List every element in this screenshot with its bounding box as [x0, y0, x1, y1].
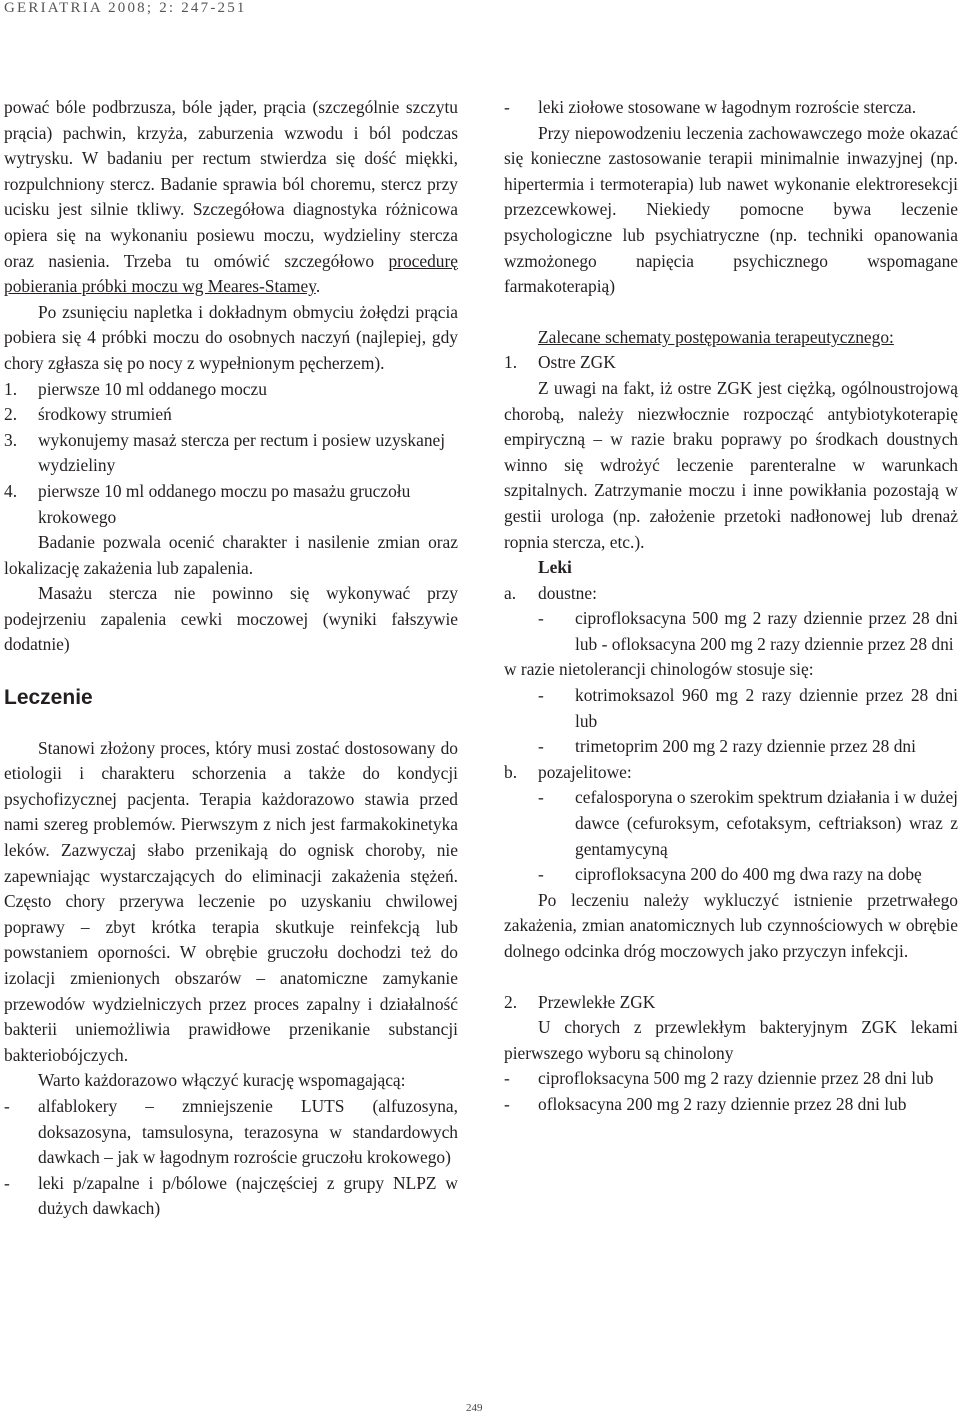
- dash-marker: -: [4, 1095, 10, 1116]
- list-marker: 2.: [504, 991, 518, 1012]
- list-text: środkowy strumień: [38, 404, 172, 425]
- dash-marker: -: [538, 608, 544, 629]
- drugs-heading: Leki: [538, 557, 572, 578]
- dash-marker: -: [4, 1172, 10, 1193]
- subsection-chronic: [504, 990, 958, 1016]
- list-item: [4, 402, 458, 428]
- paragraph-acute: Z uwagi na fakt, iż ostre ZGK jest ciężką, ogólnoustrojową chorobą, należy niezwłocznie rozpocząć antybiotykoterapię empiryczną – w razie braku poprawy po środkach doustnych winno się wdrożyć leczenie parenteralne w warunkach szpitalnych. Zatrzymanie moczu i inne powikłania pozostają w gestii urologa (np. założenie przetoki nadłonowej lub drenaż ropnia stercza, etc.).: [504, 377, 958, 552]
- left-column: [4, 95, 458, 1222]
- list-item: [504, 1092, 958, 1118]
- list-marker: 4.: [4, 480, 18, 501]
- list-text: doustne:: [538, 582, 597, 603]
- dash-marker: -: [538, 787, 544, 808]
- paragraph-minimally-invasive: Przy niepowodzeniu leczenia zachowawczego może okazać się konieczne zastosowanie terapii minimalnie inwazyjnej (np. hipertermia i termoterapia) lub nawet wykonanie elektroresekcji przezcewkowej. Niekiedy pomocne bywa leczenie psychologiczne lub psychiatryczne (np. techniki opanowania wzmożonego napięcia psychicznego wspomagane farmakoterapią): [504, 122, 958, 297]
- list-item: [4, 1094, 458, 1171]
- dash-marker: -: [538, 864, 544, 885]
- paragraph-symptoms: [4, 95, 458, 300]
- list-marker: 1.: [4, 378, 18, 399]
- list-item: [504, 606, 958, 657]
- list-text: cefalosporyna o szerokim spektrum działania i w dużej dawce (cefuroksym, cefotaksym, ceftriakson) wraz z gentamycyną: [575, 787, 958, 859]
- list-item: [4, 428, 458, 479]
- list-text: kotrimoksazol 960 mg 2 razy dziennie przez 28 dni lub: [575, 685, 958, 731]
- paragraph-end: .: [315, 276, 321, 297]
- list-marker: 3.: [4, 429, 18, 450]
- list-text: pierwsze 10 ml oddanego moczu: [38, 378, 267, 399]
- running-head: GERIATRIA 2008; 2: 247-251: [4, 0, 247, 16]
- dash-marker: -: [504, 1093, 510, 1114]
- list-item: [504, 95, 958, 121]
- dash-marker: -: [504, 1068, 510, 1089]
- list-text: ofloksacyna 200 mg 2 razy dziennie przez 28 dni lub: [538, 1093, 907, 1114]
- procedure-link-text: procedurę pobierania próbki moczu wg Meares-Stamey: [4, 250, 458, 297]
- paragraph-intolerance: w razie nietolerancji chinologów stosuje się:: [504, 659, 814, 680]
- paragraph-massage-warning: Masażu stercza nie powinno się wykonywać przy podejrzeniu zapalenia cewki moczowej (wyniki fałszywie dodatnie): [4, 583, 458, 655]
- section-heading: Leczenie: [4, 686, 93, 710]
- list-item: [504, 785, 958, 862]
- list-item: [4, 1171, 458, 1222]
- list-marker: 2.: [4, 404, 18, 425]
- list-text: ciprofloksacyna 200 do 400 mg dwa razy na dobę: [575, 864, 922, 885]
- list-marker: b.: [504, 761, 518, 782]
- list-item: [504, 734, 958, 760]
- list-marker: a.: [504, 582, 517, 603]
- paragraph-text: pować bóle podbrzusza, bóle jąder, prącia (szczególnie szczytu prącia) pachwin, krzyża, zaburzenia wzwodu i ból podczas wytrysku. W badaniu per rectum stwierdza się dość miękki, rozpulchniony stercz. Badanie sprawia ból choremu, stercz przy ucisku jest silnie tkliwy. Szczegółowa diagnostyka różnicowa opiera się na wykonaniu posiewu moczu, wydzieliny stercza oraz nasienia. Trzeba tu omówić szczegółowo: [4, 97, 458, 271]
- paragraph-treatment: Stanowi złożony proces, który musi zostać dostosowany do etiologii i charakteru schorzenia a także do kondycji psychofizycznej pacjenta. Terapia każdorazowo stawia przed nami szereg problemów. Pierwszym z nich jest farmakokinetyka leków. Zazwyczaj słabo przenikają do ognisk choroby, nie zapewniając wystarczających do eliminacji zakażenia stężeń. Często chory przerywa leczenie po uzyskaniu chwilowej poprawy – zbyt krótka terapia skutkuje reinfekcją lub powstaniem oporności. W obrębie gruczołu dochodzi też do izolacji zmienionych obszarów – anatomiczne zamykanie przewodów wydzielniczych przez proces zapalny i działalność bakterii uniemożliwia prawidłowe przenikanie substancji bakteriobójczych.: [4, 737, 458, 1065]
- list-item: [504, 862, 958, 888]
- list-item: [504, 760, 958, 786]
- list-text: pozajelitowe:: [538, 761, 632, 782]
- dash-marker: -: [504, 97, 510, 117]
- list-text: pierwsze 10 ml oddanego moczu po masażu gruczołu krokowego: [38, 480, 411, 527]
- list-item: [4, 377, 458, 403]
- list-item: [504, 1066, 958, 1092]
- list-item: [504, 683, 958, 734]
- paragraph-supportive: Warto każdorazowo włączyć kurację wspomagającą:: [38, 1070, 406, 1091]
- spacer: [504, 965, 958, 990]
- dash-marker: -: [538, 736, 544, 757]
- paragraph-sampling: Po zsunięciu napletka i dokładnym obmyciu żołędzi prącia pobiera się 4 próbki moczu do osobnych naczyń (najlepiej, gdy chory zgłasza się po nocy z wypełnionym pęcherzem).: [4, 301, 458, 373]
- schemes-heading: Zalecane schematy postępowania terapeutycznego:: [538, 326, 894, 347]
- paragraph-chronic: U chorych z przewlekłym bakteryjnym ZGK lekami pierwszego wyboru są chinolony: [504, 1017, 958, 1063]
- subsection-title: Przewlekłe ZGK: [538, 991, 656, 1012]
- page-number: 249: [466, 1402, 483, 1414]
- list-item: [4, 479, 458, 530]
- list-item: [504, 581, 958, 607]
- list-text: ciprofloksacyna 500 mg 2 razy dziennie przez 28 dni lub - ofloksacyna 200 mg 2 razy dziennie przez 28 dni: [575, 608, 958, 654]
- spacer: [504, 300, 958, 325]
- subsection-acute: [504, 350, 958, 376]
- list-text: ciprofloksacyna 500 mg 2 razy dziennie przez 28 dni lub: [538, 1068, 934, 1089]
- list-text: trimetoprim 200 mg 2 razy dziennie przez 28 dni: [575, 736, 916, 757]
- list-text: wykonujemy masaż stercza per rectum i posiew uzyskanej wydzieliny: [38, 429, 446, 476]
- list-text: leki p/zapalne i p/bólowe (najczęściej z grupy NLPZ w dużych dawkach): [38, 1172, 458, 1219]
- subsection-title: Ostre ZGK: [538, 352, 616, 373]
- right-column: [504, 95, 958, 1118]
- paragraph-assessment: Badanie pozwala ocenić charakter i nasilenie zmian oraz lokalizację zakażenia lub zapalenia.: [4, 532, 458, 578]
- paragraph-after-treatment: Po leczeniu należy wykluczyć istnienie przetrwałego zakażenia, zmian anatomicznych lub czynnościowych w obrębie dolnego odcinka dróg moczowych jako przyczyn infekcji.: [504, 889, 958, 961]
- list-marker: 1.: [504, 352, 518, 373]
- dash-marker: -: [538, 685, 544, 706]
- list-text: leki ziołowe stosowane w łagodnym rozroście stercza.: [538, 97, 917, 117]
- list-text: alfablokery – zmniejszenie LUTS (alfuzosyna, doksazosyna, tamsulosyna, terazosyna w standardowych dawkach – jak w łagodnym rozroście gruczołu krokowego): [38, 1095, 458, 1168]
